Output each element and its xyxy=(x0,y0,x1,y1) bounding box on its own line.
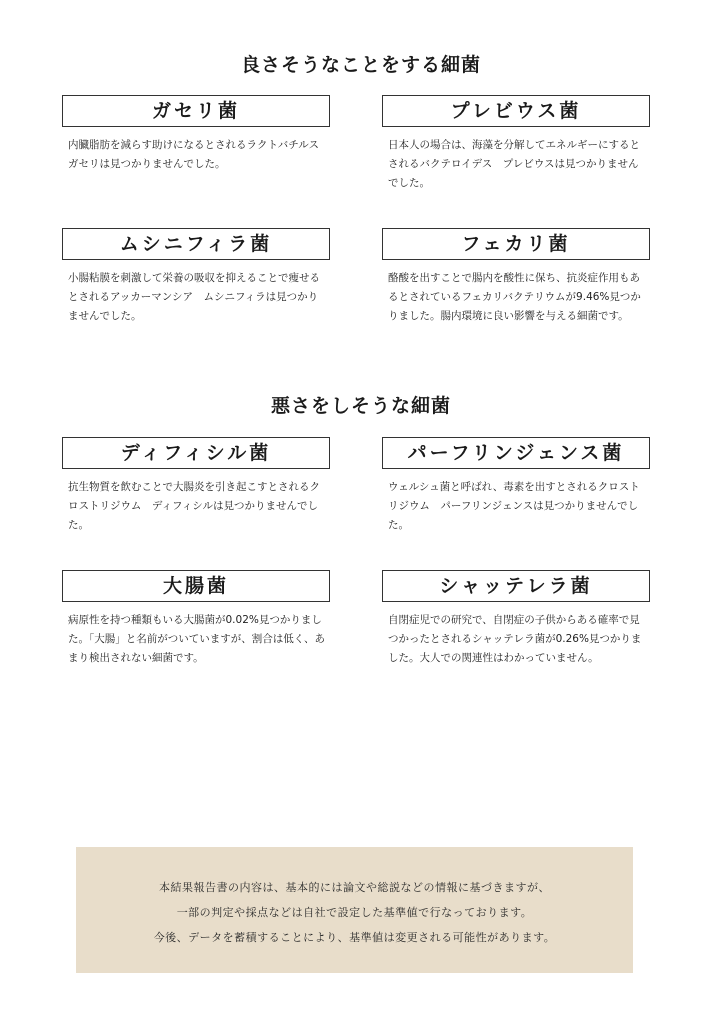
card-description: 抗生物質を飲むことで大腸炎を引き起こすとされるクロストリジウム ディフィシルは見つかりませんでした。 xyxy=(68,481,320,531)
notice-line: 今後、データを蓄積することにより、基準値は変更される可能性があります。 xyxy=(153,931,556,944)
card-ecoli xyxy=(62,570,330,668)
disclaimer-notice xyxy=(76,847,633,973)
card-plebeius xyxy=(382,95,650,193)
card-description: 酪酸を出すことで腸内を酸性に保ち、抗炎症作用もあるとされているフェカリバクテリウムが9.46%見つかりました。腸内環境に良い影響を与える細菌です。 xyxy=(388,272,641,322)
good-section-title: 良さそうなことをする細菌 xyxy=(240,54,481,76)
card-perfringens xyxy=(382,437,650,535)
card-description: 日本人の場合は、海藻を分解してエネルギーにするとされるバクテロイデス プレビウスは見つかりませんでした。 xyxy=(388,139,640,189)
card-description: 自閉症児での研究で、自閉症の子供からある確率で見つかったとされるシャッテレラ菌が0.26%見つかりました。大人での関連性はわかっていません。 xyxy=(388,614,642,664)
card-sutterella xyxy=(382,570,650,668)
card-title: フェカリ菌 xyxy=(382,228,650,260)
card-title: シャッテレラ菌 xyxy=(382,570,650,602)
card-description: 病原性を持つ種類もいる大腸菌が0.02%見つかりました。「大腸」と名前がついていますが、割合は低く、あまり検出されない細菌です。 xyxy=(68,614,326,664)
card-title: パーフリンジェンス菌 xyxy=(382,437,650,469)
card-faecali xyxy=(382,228,650,326)
card-gasseri xyxy=(62,95,330,174)
bad-section-title: 悪さをしそうな細菌 xyxy=(270,395,451,417)
card-title: 大腸菌 xyxy=(62,570,330,602)
card-title: ガセリ菌 xyxy=(62,95,330,127)
notice-line: 本結果報告書の内容は、基本的には論文や総説などの情報に基づきますが、 xyxy=(159,881,550,894)
card-muciniphila xyxy=(62,228,330,326)
card-description: 小腸粘膜を刺激して栄養の吸収を抑えることで痩せるとされるアッカーマンシア ムシニフィラは見つかりませんでした。 xyxy=(68,272,320,322)
card-description: ウェルシュ菌と呼ばれ、毒素を出すとされるクロストリジウム パーフリンジェンスは見つかりませんでした。 xyxy=(388,481,640,531)
card-difficile xyxy=(62,437,330,535)
card-title: ディフィシル菌 xyxy=(62,437,330,469)
card-description: 内臓脂肪を減らす助けになるとされるラクトバチルス ガセリは見つかりませんでした。 xyxy=(68,139,330,170)
card-title: ムシニフィラ菌 xyxy=(62,228,330,260)
notice-line: 一部の判定や採点などは自社で設定した基準値で行なっております。 xyxy=(176,906,533,919)
card-title: プレビウス菌 xyxy=(382,95,650,127)
